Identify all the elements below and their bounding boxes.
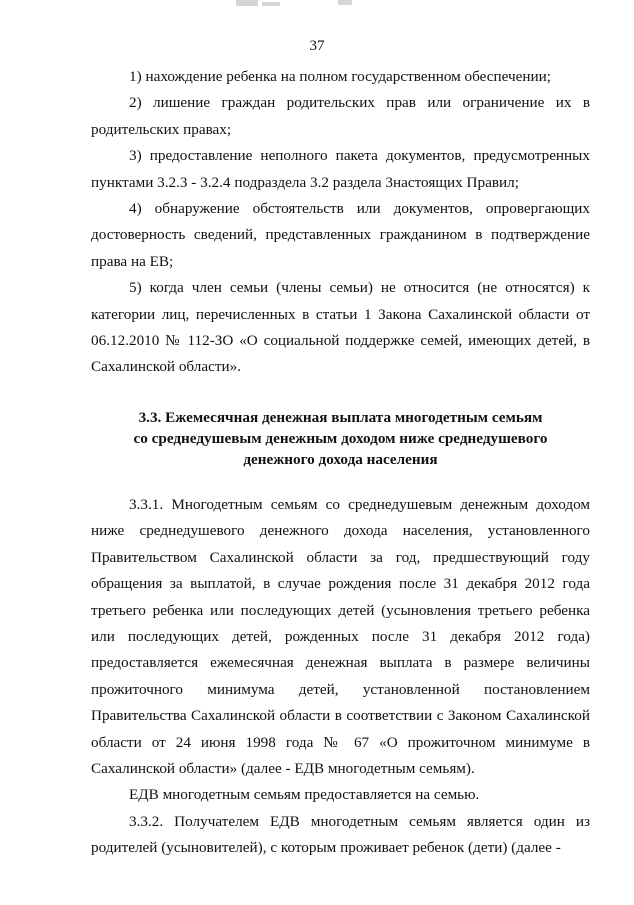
document-body <box>91 64 590 862</box>
section-paragraph: ЕДВ многодетным семьям предоставляется на семью. <box>129 786 480 804</box>
list-item: 3) предоставление неполного пакета документов, предусмотренных пунктами 3.2.3 - 3.2.4 подраздела 3.2 раздела 3настоящих Правил; <box>91 147 590 191</box>
list-item: 4) обнаружение обстоятельств или документов, опровергающих достоверность сведений, представленных гражданином в подтверждение права на ЕВ; <box>91 200 590 270</box>
list-item: 2) лишение граждан родительских прав или ограничение их в родительских правах; <box>91 94 590 138</box>
scan-artifact <box>236 0 258 6</box>
section-paragraph: 3.3.2. Получателем ЕДВ многодетным семьям является один из родителей (усыновителей), с которым проживает ребенок (дети) (далее - <box>91 812 590 857</box>
scan-artifact <box>262 2 280 6</box>
section-heading-line: со среднедушевым денежным доходом ниже среднедушевого <box>133 429 548 447</box>
list-item: 5) когда член семьи (члены семьи) не относится (не относятся) к категории лиц, перечисленных в статьи 1 Закона Сахалинской области от 06.12.2010 № 112-ЗО «О социальной поддержке семей, имеющих детей, в Сахалинской области». <box>91 279 590 376</box>
list-item: 1) нахождение ребенка на полном государственном обеспечении; <box>129 68 552 85</box>
section-heading-line: денежного дохода населения <box>243 450 438 468</box>
page-number: 37 <box>309 38 325 54</box>
section-heading <box>91 407 590 470</box>
section-paragraph: 3.3.1. Многодетным семьям со среднедушевым денежным доходом ниже среднедушевого денежного дохода населения, установленного Правительством Сахалинской области за год, предшествующий году обращения за выплатой, в случае рождения после 31 декабря 2012 года третьего ребенка или последующих детей (усыновления третьего ребенка или последующих детей, рожденных после 31 декабря 2012 года) предоставляется ежемесячная денежная выплата в размере величины прожиточного минимума детей, установленной постановлением Правительства Сахалинской области в соответствии с Законом Сахалинской области от 24 июня 1998 года № 67 «О прожиточном минимуме в Сахалинской области» (далее - ЕДВ многодетным семьям). <box>91 495 590 777</box>
section-heading-line: 3.3. Ежемесячная денежная выплата многодетным семьям <box>138 408 543 426</box>
scan-artifact <box>338 0 352 5</box>
